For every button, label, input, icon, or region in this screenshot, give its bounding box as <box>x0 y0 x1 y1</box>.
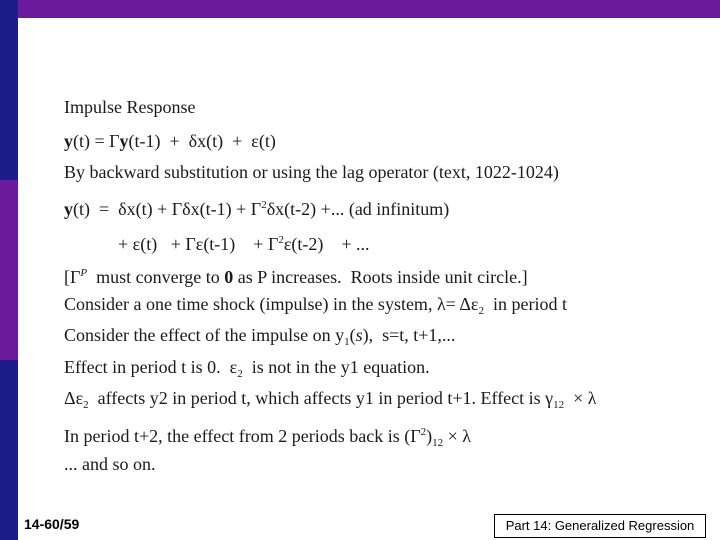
left-bar-bottom <box>0 360 18 540</box>
line-equation-1: y(t) = Γy(t-1) + δx(t) + ε(t) <box>64 131 276 151</box>
line-shock: Consider a one time shock (impulse) in the system, $\lambda= \Delta\varepsilon_2$ in period t <box>64 294 567 317</box>
line-effect-y1: Consider the effect of the impulse on $y_1(s)$, s=t, t+1,... <box>64 325 456 348</box>
line-expansion: $y(t) = \delta x(t) + \Gamma\delta x(t-1) + \Gamma^2\delta x(t-2)$ +... (ad infinitum) <box>64 199 450 219</box>
line-convergence: [$\Gamma^P$ must converge to 0 as P increases. Roots inside unit circle.] <box>64 267 528 287</box>
line-backward-substitution: By backward substitution or using the lag operator (text, 1022-1024) <box>64 162 559 182</box>
line-and-so-on: ... and so on. <box>64 454 156 474</box>
slide-title: Impulse Response <box>64 97 196 117</box>
line-expansion-error: + ε(t) + Γε(t-1) + $\Gamma^2\varepsilon(t-2)$ + ... <box>118 234 370 254</box>
page-number: 14-60/59 <box>24 516 80 532</box>
left-bar-middle <box>0 180 18 360</box>
top-bar <box>18 0 720 18</box>
left-bar-top <box>0 0 18 180</box>
line-period-t1: $\Delta\varepsilon_2$ affects y2 in period t, which affects y1 in period t+1. Effect is $\gamma_{12} \times \lambda$ <box>64 388 597 411</box>
line-period-t2: In period t+2, the effect from 2 periods back is $(\Gamma^2)_{12} \times \lambda$ <box>64 426 472 449</box>
section-label: Part 14: Generalized Regression <box>494 514 706 538</box>
line-period-t: Effect in period t is 0. $\varepsilon_2$ is not in the y1 equation. <box>64 357 430 380</box>
